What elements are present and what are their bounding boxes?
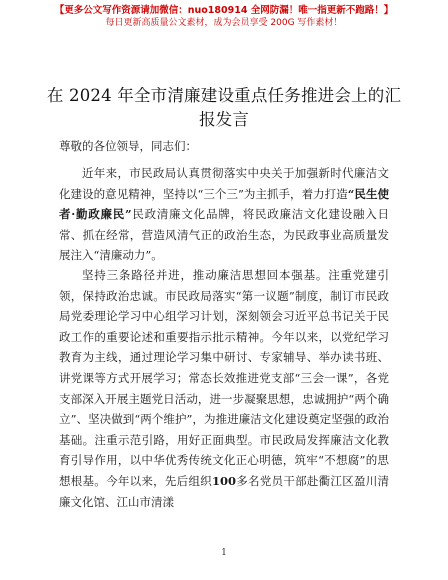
paragraph-1-brand: “民生使者·勤政廉民” — [59, 186, 389, 222]
paragraph-1-text-a: 近年来，市民政局认真贯彻落实中央关于加强新时代廉洁文化建设的意见精神，坚持以“三个三”为主抓手，着力打造 — [59, 166, 389, 201]
paragraph-2-number: 100 — [212, 473, 237, 488]
header-banner — [0, 4, 448, 29]
document-title: 在 2024 年全市清廉建设重点任务推进会上的汇报发言 — [46, 86, 402, 129]
paragraph-2-text-a: 坚持三条路径并进，推动廉洁思想回本强基。注重党建引领，保持政治忠诚。市民政局落实“第一议题”制度，制订市民政局党委理论学习中心组学习计划，深刻领会习近平总书记关于民政工作的重要论述和重要指示批示精神。今年以来，以党纪学习教育为主线，通过理论学习集中研讨、专家辅导、举办读书班、讲党课等方式开展学习；常态长效推进党支部“三会一课”，各党支部深入开展主题党日活动，进一步凝聚思想，忠诚拥护“两个确立”、坚决做到“两个维护”，为推进廉洁文化建设奠定坚强的政治基础。注重示范引路，用好正面典型。市民政局发挥廉洁文化教育引导作用，以中华优秀传统文化正心明德，筑牢“不想腐”的思想根基。今年以来，先后组织 — [59, 268, 389, 488]
header-line-1: 【更多公文写作资源请加微信：nuo180914 全网防漏！唯一指更新不跑路！】 — [54, 5, 394, 16]
salutation: 尊敬的各位领导，同志们： — [59, 139, 197, 153]
paragraph-1 — [59, 163, 389, 266]
paragraph-2-text-b: 多名党员干部赴衢江区盈川清廉文化馆、江山市清漾 — [59, 473, 390, 509]
header-line-2: 每日更新高质量公文素材，成为会员享受 200G 写作素材！ — [105, 18, 343, 28]
paragraph-1-text-b: 民政清廉文化品牌，将民政廉洁文化建设融入日常、抓在经常，营造风清气正的政治生态，为民政事业高质量发展注入“清廉动力”。 — [59, 207, 390, 263]
page-number: 1 — [221, 548, 227, 558]
paragraph-2 — [59, 265, 389, 512]
